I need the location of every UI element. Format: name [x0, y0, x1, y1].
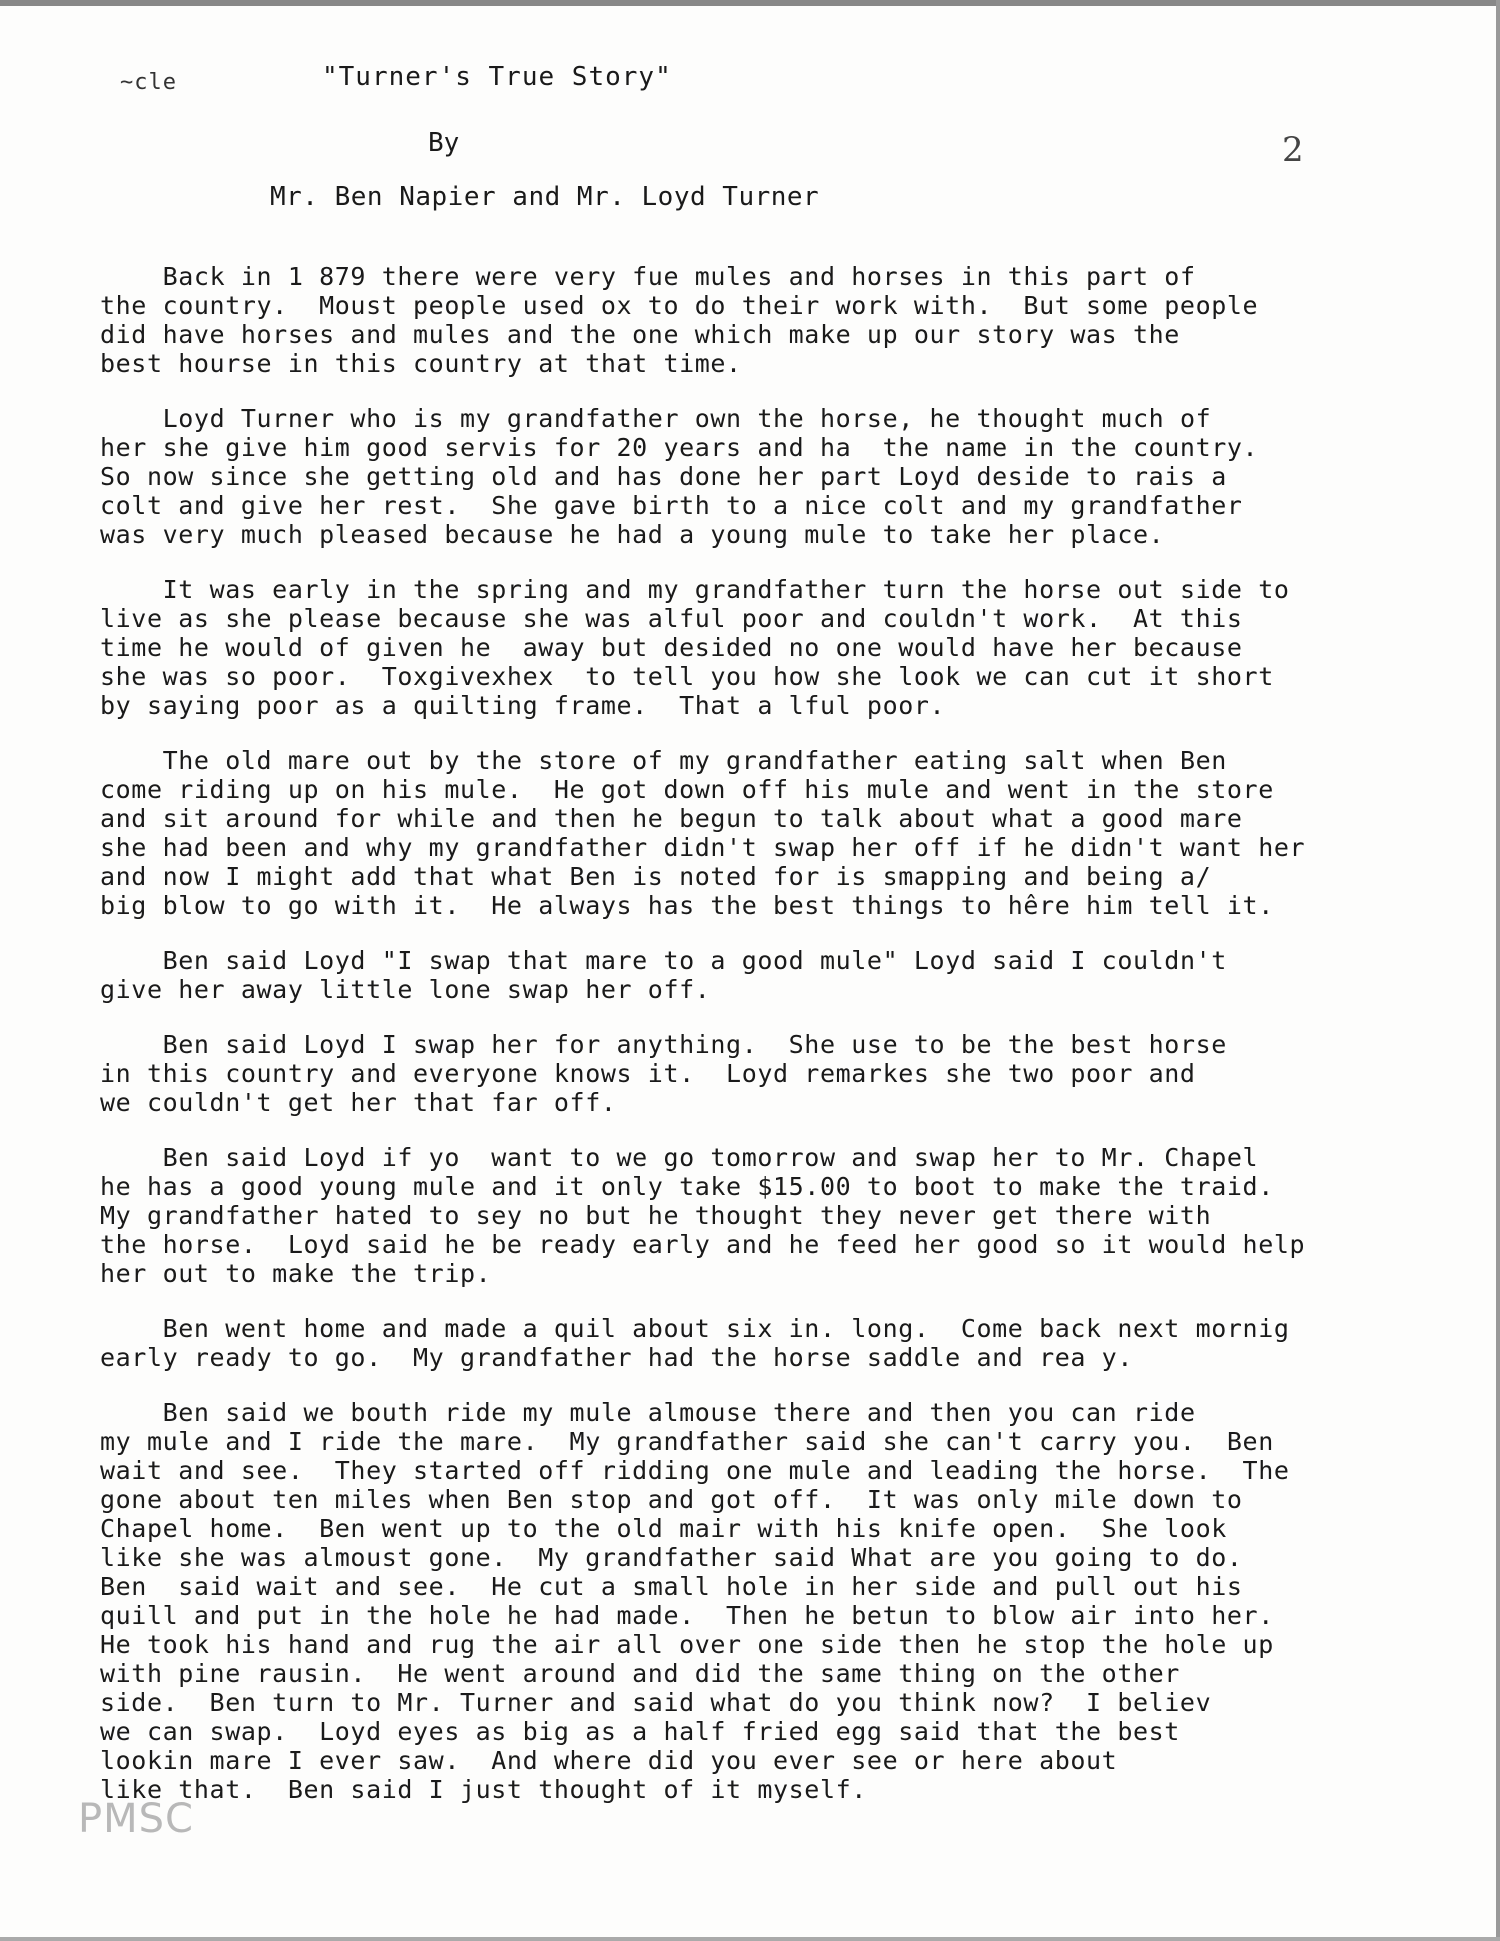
paragraph: Ben said Loyd if yo want to we go tomorrow and swap her to Mr. Chapel he has a good young mule and it only take $15.00 to boot to make the traid. My grandfather hated to sey no but he thought they never get there with the horse. Loyd said he be ready early and he feed her good so it would help her out to make the trip. — [100, 1143, 1306, 1288]
byline-label: By — [428, 128, 460, 158]
page-bottom-edge — [0, 1937, 1500, 1941]
paragraph: Loyd Turner who is my grandfather own the horse, he thought much of her she give him good servis for 20 years and ha the name in the country. So now since she getting old and has done her part Loyd deside to rais a colt and give her rest. She gave birth to a nice colt and my grandfather was very much pleased because he had a young mule to take her place. — [100, 404, 1259, 549]
page-number: 2 — [1282, 130, 1304, 170]
paragraph: It was early in the spring and my grandfather turn the horse out side to live as she please because she was alful poor and couldn't work. At this time he would of given he away but desided no one would have her because she was so poor. Toxgivexhex to tell you how she look we can cut it short by saying poor as a quilting frame. That a lful poor. — [100, 575, 1290, 720]
story-body — [100, 262, 1470, 1830]
paragraph: Back in 1 879 there were very fue mules and horses in this part of the country. Moust people used ox to do their work with. But some people did have horses and mules and the one which make up our story was the best hourse in this country at that time. — [100, 262, 1259, 378]
paragraph: Ben went home and made a quil about six in. long. Come back next mornig early ready to go. My grandfather had the horse saddle and rea y. — [100, 1314, 1290, 1372]
document-title: "Turner's True Story" — [322, 62, 672, 92]
paragraph: Ben said Loyd "I swap that mare to a good mule" Loyd said I couldn't give her away little lone swap her off. — [100, 946, 1227, 1004]
paragraph: Ben said Loyd I swap her for anything. She use to be the best horse in this country and everyone knows it. Loyd remarkes she two poor and we couldn't get her that far off. — [100, 1030, 1227, 1117]
page-right-edge — [1496, 0, 1500, 1941]
page-top-edge — [0, 0, 1500, 6]
paragraph: Ben said we bouth ride my mule almouse there and then you can ride my mule and I ride the mare. My grandfather said she can't carry you. Ben wait and see. They started off ridding one mule and leading the horse. The gone about ten miles when Ben stop and got off. It was only mile down to Chapel home. Ben went up to the old mair with his knife open. She look like she was almoust gone. My grandfather said What are you going to do. Ben said wait and see. He cut a small hole in her side and pull out his quill and put in the hole he had made. Then he betun to blow air into her. He took his hand and rug the air all over one side then he stop the hole up with pine rausin. He went around and did the same thing on the other side. Ben turn to Mr. Turner and said what do you think now? I believ we can swap. Loyd eyes as big as a half fried egg said that the best lookin mare I ever saw. And where did you ever see or here about like that. Ben said I just thought of it myself. — [100, 1398, 1290, 1804]
authors-line: Mr. Ben Napier and Mr. Loyd Turner — [270, 182, 820, 212]
watermark: PMSC — [78, 1796, 194, 1842]
corner-mark: ~cle — [120, 70, 177, 95]
paragraph: The old mare out by the store of my grandfather eating salt when Ben come riding up on his mule. He got down off his mule and went in the store and sit around for while and then he begun to talk about what a good mare she had been and why my grandfather didn't swap her off if he didn't want her and now I might add that what Ben is noted for is smapping and being a/ big blow to go with it. He always has the best things to hêre him tell it. — [100, 746, 1306, 920]
